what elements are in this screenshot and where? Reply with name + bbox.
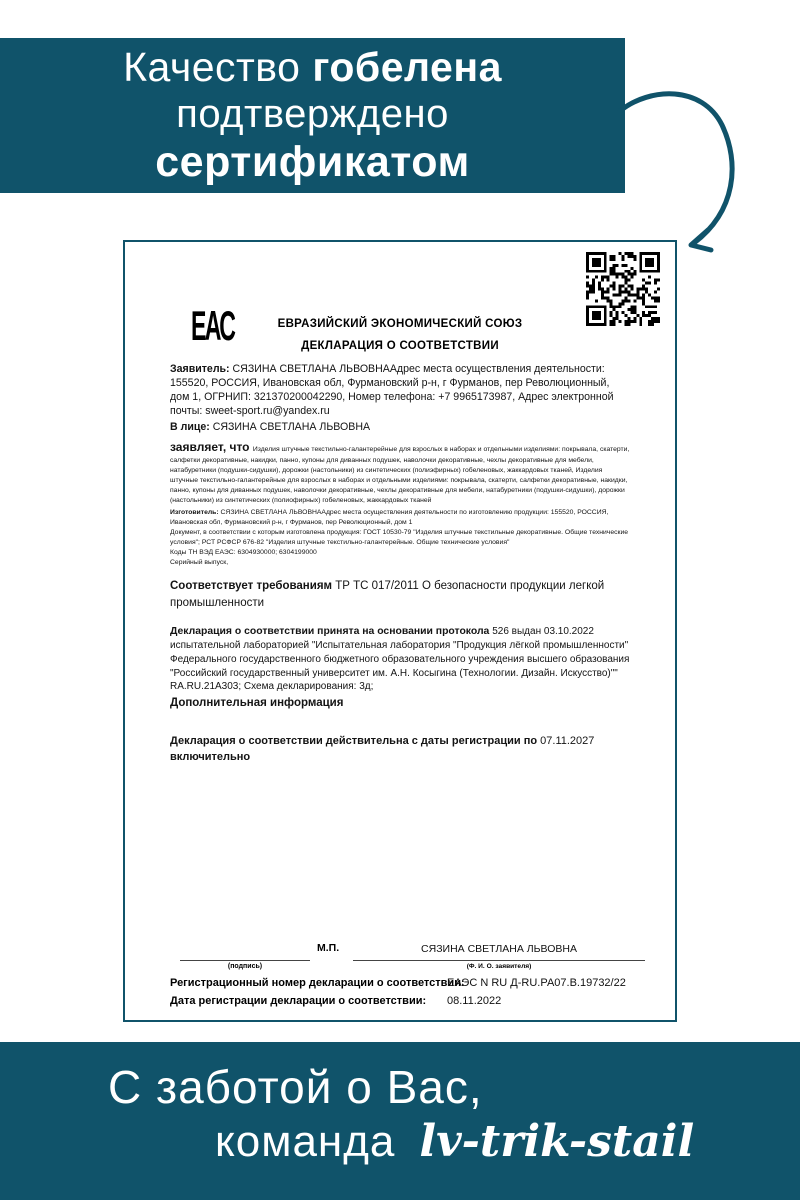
validity-label: Декларация о соответствии действительна с даты регистрации по bbox=[170, 734, 541, 747]
footer-line-2 bbox=[215, 1116, 694, 1167]
header-banner bbox=[0, 38, 625, 193]
header-line-1-bold: гобелена bbox=[312, 43, 502, 90]
in-person-text: СЯЗИНА СВЕТЛАНА ЛЬВОВНА bbox=[212, 421, 371, 434]
header-line-3: сертификатом bbox=[155, 137, 470, 186]
registration-number-value: ЕАЭС N RU Д-RU.РА07.В.19732/22 bbox=[447, 977, 626, 989]
basis-text: 526 выдан 03.10.2022 испытательной лабораторией "Испытательная лаборатория "Продукция лёгкой промышленности" Федерального государственного бюджетного образовательного учреждения высшего образования "Российский государственный университет им. А.Н. Косыгина (Технологии. Дизайн. Искусство)"" RA.RU.21А303; Схема декларирования: 3д; bbox=[170, 626, 630, 693]
footer-banner bbox=[0, 1042, 800, 1200]
manufacturer-label: Изготовитель: bbox=[170, 508, 221, 516]
additional-info-label: Дополнительная информация bbox=[170, 696, 344, 709]
in-person-label: В лице: bbox=[170, 421, 213, 434]
registration-date-value: 08.11.2022 bbox=[447, 995, 502, 1007]
complies-label: Соответствует требованиям bbox=[170, 579, 336, 592]
header-line-2: подтверждено bbox=[176, 92, 449, 137]
certificate-title-declaration: ДЕКЛАРАЦИЯ О СООТВЕТСТВИИ bbox=[301, 340, 499, 352]
header-line-1-regular: Качество bbox=[123, 43, 313, 90]
brand-logo-text: lv-trik-stail bbox=[419, 1116, 695, 1167]
manufacturer-text: СЯЗИНА СВЕТЛАНА ЛЬВОВНААдрес места осуществления деятельности по изготовлению продукции: 155520, РОССИЯ, Ивановская обл, Фурмановский р-н, г Фурманов, пер Революционный, дом 1 bbox=[170, 508, 609, 526]
validity-suffix: включительно bbox=[170, 751, 251, 764]
applicant-text: СЯЗИНА СВЕТЛАНА ЛЬВОВНААдрес места осуществления деятельности: 155520, РОССИЯ, Ивановская обл, Фурмановский р-н, г Фурманов, пер Революционный, дом 1, ОГРНИП: 321370200042290, Номер телефона: +7 9965173987, Адрес электронной почты: sweet-sport.ru@yandex.ru bbox=[170, 363, 614, 418]
signatory-name: СЯЗИНА СВЕТЛАНА ЛЬВОВНА bbox=[421, 943, 577, 955]
validity-paragraph bbox=[170, 733, 630, 766]
document-paragraph: Документ, в соответствии с которым изготовлена продукция: ГОСТ 10530-79 "Изделия штучные текстильные декоративные. Общие технические условия"; РСТ РСФСР 676-82 "Изделия штучные текстильно-галантерейные. Общие технические условия" bbox=[170, 528, 629, 547]
basis-paragraph bbox=[170, 625, 630, 694]
qr-code-icon bbox=[586, 252, 660, 326]
footer-team-text: команда bbox=[215, 1117, 396, 1166]
certificate-title-union: ЕВРАЗИЙСКИЙ ЭКОНОМИЧЕСКИЙ СОЮЗ bbox=[277, 318, 523, 330]
stamp-place-label: М.П. bbox=[317, 942, 340, 954]
header-line-1 bbox=[123, 44, 502, 92]
signatory-fio-line: (Ф. И. О. заявителя) bbox=[353, 960, 645, 970]
in-person-paragraph bbox=[170, 420, 630, 434]
registration-date-label: Дата регистрации декларации о соответствии: bbox=[170, 995, 427, 1007]
certificate-document bbox=[123, 240, 677, 1022]
codes-paragraph: Коды ТН ВЭД ЕАЭС: 6304930000; 6304199000 bbox=[170, 549, 317, 557]
eac-mark-logo: ЕАС bbox=[191, 302, 235, 349]
footer-line-1: С заботой о Вас, bbox=[108, 1061, 483, 1113]
curved-arrow-icon bbox=[606, 83, 746, 258]
certificate-body bbox=[170, 362, 630, 766]
applicant-label: Заявитель: bbox=[170, 363, 233, 375]
declares-text: Изделия штучные текстильно-галантерейные для взрослых в наборах и отдельными изделиями: покрывала, скатерти, салфетки декоративные, накидки, панно, купоны для диванных подушек, наволочки декоративные, чехлы декоративные для мебели, натабуретники (подушки-сидушки), дорожки (настольники) из синтетических (полиэфирных) гобеленовых, жаккардовых тканей, Изделия штучные текстильно-галантерейные для взрослых в наборах и отдельными изделиями: покрывала, скатерти, салфетки декоративные, накидки, панно, купоны для диванных подушек, наволочки декоративные, чехлы декоративные для мебели, натабуретники (подушки-сидушки), дорожки (настольники) из синтетических (полиофирных) гобеленовых, жаккардовых тканей bbox=[170, 445, 630, 505]
declares-label: заявляет, что bbox=[170, 439, 253, 454]
validity-date: 07.11.2027 bbox=[540, 734, 595, 747]
declares-paragraph bbox=[170, 438, 630, 507]
applicant-paragraph bbox=[170, 362, 630, 418]
registration-number-label: Регистрационный номер декларации о соответствии: bbox=[170, 977, 465, 989]
complies-paragraph bbox=[170, 578, 630, 613]
signature-line: (подпись) bbox=[180, 960, 310, 970]
complies-text: ТР ТС 017/2011 О безопасности продукции легкой промышленности bbox=[170, 579, 605, 609]
manufacturer-paragraph bbox=[170, 508, 630, 528]
serial-paragraph: Серийный выпуск, bbox=[170, 559, 229, 567]
basis-label: Декларация о соответствии принята на основании протокола bbox=[170, 626, 493, 638]
